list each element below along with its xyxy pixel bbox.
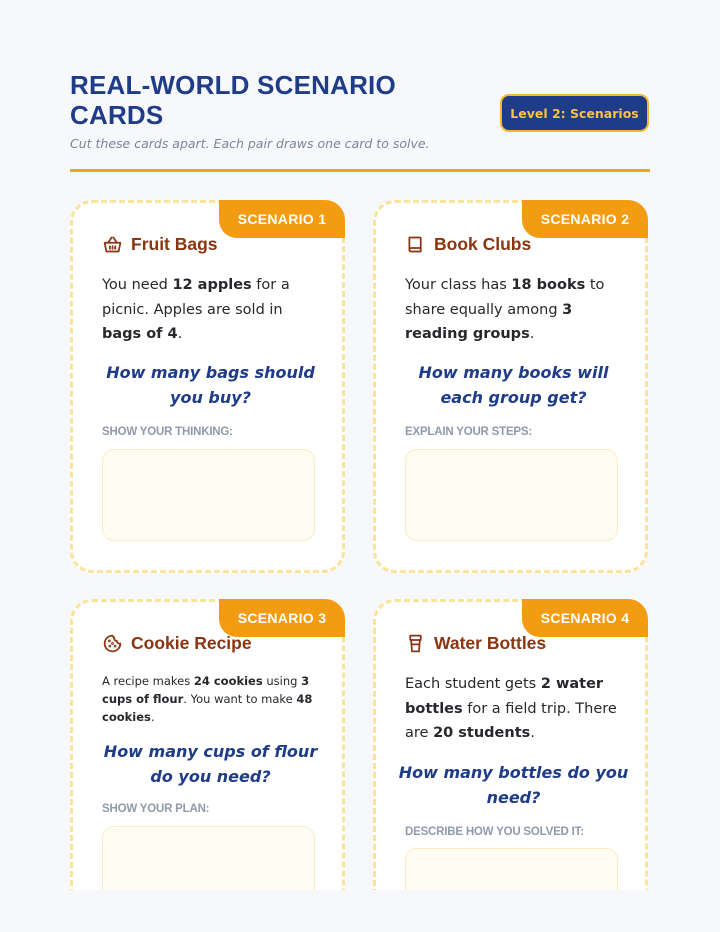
scenario-name: Water Bottles	[434, 633, 547, 653]
answer-prompt: EXPLAIN YOUR STEPS:	[405, 426, 532, 438]
scenario-question: How many bottles do you need?	[398, 763, 629, 807]
page-title: REAL-WORLD SCENARIO CARDS	[70, 70, 396, 130]
level-badge: Level 2: Scenarios	[500, 94, 649, 132]
answer-box[interactable]	[405, 449, 618, 541]
scenario-tag: SCENARIO 2	[522, 200, 648, 238]
scenario-card-2-clip	[373, 200, 649, 574]
scenario-card	[70, 200, 345, 573]
page-subtitle: Cut these cards apart. Each pair draws one card to solve.	[70, 136, 430, 151]
scenario-question: How many books will each group get?	[418, 363, 609, 407]
scenario-description: You need 12 apples for a picnic. Apples are sold in bags of 4.	[102, 277, 290, 342]
scenario-tag: SCENARIO 3	[219, 599, 345, 637]
header-divider	[70, 169, 650, 172]
scenario-heading	[102, 234, 218, 255]
scenario-card-3-clip	[70, 599, 346, 890]
scenario-question: How many bags should you buy?	[106, 363, 315, 407]
basket-icon	[102, 234, 123, 255]
scenario-card-4-clip	[373, 599, 649, 890]
scenario-heading	[102, 633, 252, 654]
scenario-card-1-clip	[70, 200, 346, 574]
answer-prompt: DESCRIBE HOW YOU SOLVED IT:	[405, 826, 584, 838]
answer-prompt: SHOW YOUR PLAN:	[102, 803, 210, 815]
scenario-name: Fruit Bags	[131, 234, 218, 254]
scenario-card	[70, 599, 345, 890]
scenario-description: Your class has 18 books to share equally among 3 reading groups.	[405, 277, 605, 342]
answer-prompt: SHOW YOUR THINKING:	[102, 426, 233, 438]
book-icon	[405, 234, 426, 255]
scenario-description: Each student gets 2 water bottles for a field trip. There are 20 students.	[405, 676, 617, 741]
scenario-card	[373, 599, 648, 890]
scenario-tag: SCENARIO 1	[219, 200, 345, 238]
scenario-tag: SCENARIO 4	[522, 599, 648, 637]
answer-box[interactable]	[102, 826, 315, 890]
scenario-name: Cookie Recipe	[131, 633, 252, 653]
scenario-description: A recipe makes 24 cookies using 3 cups of flour. You want to make 48 cookies.	[102, 674, 313, 724]
answer-box[interactable]	[102, 449, 315, 541]
bottle-icon	[405, 633, 426, 654]
answer-box[interactable]	[405, 848, 618, 890]
scenario-heading	[405, 234, 531, 255]
scenario-name: Book Clubs	[434, 234, 532, 254]
cookie-icon	[102, 633, 123, 654]
scenario-heading	[405, 633, 546, 654]
scenario-question: How many cups of flour do you need?	[103, 742, 318, 786]
scenario-card	[373, 200, 648, 573]
